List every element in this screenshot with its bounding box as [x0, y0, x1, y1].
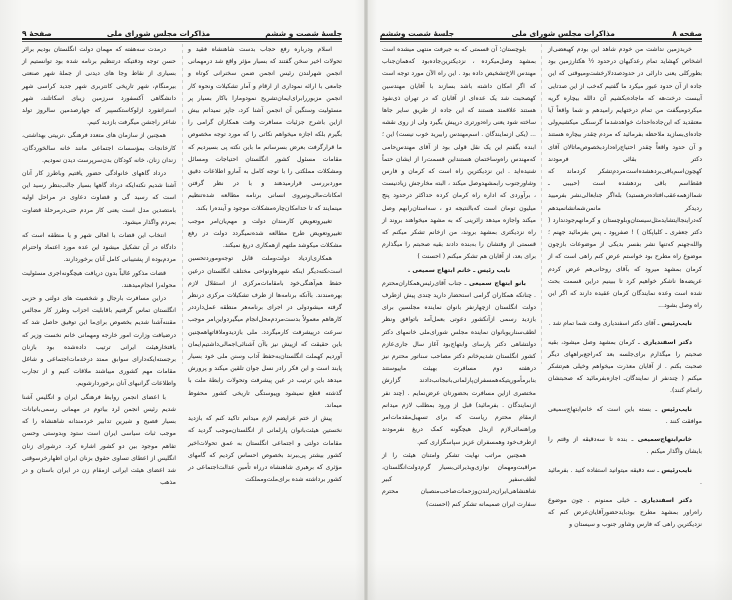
paragraph: همچنین از سازمان های متعدد فرهنگی ،تربیتی بهداشتی، کارخانجات بمؤسسات اجتماعی مانند خانه سالخوردگان، زندان زنان، خانه کودکان بدن‌سرپرست دیدن نمودیم.: [22, 132, 176, 164]
page-number: صفحه ۸: [672, 29, 702, 38]
paragraph: انتخاب این قضات با اهالی شهر و یا منطقه است که دادگاه در آن تشکیل میشود این عده مورد اعتماد واحترام مردم‌بوده از پشتیبانی کامل آنان برخوردارند.: [22, 232, 176, 264]
paragraph: با اعضای انجمن روابط فرهنگی ایران و انگلیس آشنا شدیم رئیس انجمن لرد بیاتوم در مهمانی رسمی‌بانیانات بسیار فصیح و شیرین تدابیر خردمندانه شاهنشاه را که موجب ثبات سیاسی ایران است ستود وبدوستی وحسن تفاهم موجود بین دو کشور اشاره کرد. درشورای زنان انگلیس از اعطای تساوی حقوق بزنان ایران اظهارخرسوقتی شد اعضای هیئت ایرانی ازمقام زن در ایران باستان و در مذهب: [22, 393, 176, 487]
publication-title: مذاکرات مجلس شورای ملی: [106, 29, 211, 38]
speaker-paragraph: دکتر اسفندیاری ـ کرمان بمشهد وصل میشود، بقیه صحبتم را میگذارم برای‌جلسه بعد که‌راجع‌براههای دیگر صحبت بکنم . از آقایان معذرت میخواهم وخیلی هم‌تشکر میکنم ( چندنفر از نمایندگان‌ـ اجازه‌بفرمائید که صحبتشان راتمام کنند).: [548, 338, 702, 395]
speaker-paragraph: نایب‌رئیس ـ سه دقیقه میتوانید استفاده کنید . بفرمائید .: [548, 466, 702, 486]
paragraph: تغییروتعویض کارمندان دولت و مهم‌یان‌امر موجب تغییروتعویض طرح مطالعه شده‌نمیگردد دولت در رفع مشکلات میکوشد ملتهم ازهمکاری دریغ نمیکند.: [188, 217, 342, 250]
page-header: [380, 24, 702, 38]
chair-announcement: نایب رئیس ـ خانم ابتهاج سمیعی .: [407, 266, 511, 274]
speaker-paragraph: دکتر اسفندیاری ـ خیلی ممنونم . چون موضوع راه‌راور بمشهد مطرح بودبایدحضورآقایان‌عرض کنم که نزدیکترین راهی که فارس وشاور جنوب و سیستان و: [548, 496, 702, 529]
publication-title: مذاکرات مجلس شورای ملی: [511, 29, 615, 38]
speaker-name: نایب‌رئیس: [661, 320, 692, 328]
column-left: [22, 44, 176, 490]
page-gutter: [364, 0, 368, 600]
header-rule-thin: [380, 41, 702, 42]
paragraph: پیش از ختم عرایضم لازم میدانم تاکید کنم که بازدید نخستین هیئت‌بانوان پارلمانی از انگلستان‌موجب گردید که مقامات دولتی و اجتماعی انگلستان به عمق تحولات‌اخیر کشور بیشتر پی‌ببرند بخصوص احساس کردیم که گامهای مؤثری که برهبری شاهنشاه درراه تأمین عدالت‌اجتماعی در کشور برداشته شده برای‌ملت‌ومملکت: [188, 415, 342, 484]
text-columns: [22, 44, 342, 490]
paragraph: درداد گاههای خانوادگی حضور یافتیم وباطرز کار آنان آشنا شدیم نکته‌ایکه درداد گاهها بسیار جالب‌بنظر رسید این است که رسید گی و قضاوت دعاوی در مراحل اولیه بامتصدین مدل است یعنی کار مردم حتی‌درمرحلهٔ قضاوت بمردم واگذار میشود.: [22, 170, 176, 226]
paragraph: اسلام ودرباره رفع حجاب بدست شاهنشاه فقید و تحولات اخیر سخن گفتند که بسیار مؤثر واقع شد درمهمانی انجمن شهرلندن رئیس انجمن ضمن سخنرانی کوتاه و جامعی با ارائه نموداری از ارقام و آمار تشکیلات ونحوه کار انجمن مزبوررابرای‌ایمان‌تشریح نمودومارا باکار بسیار پر مسئولیت وسنگین آن انجمن آشنا کرد، جاپز نمیدانم بیش ازاین باشرح جزئیات مسافرت وقت همکاران گرامی را بگیرم بلکه اجازه میخواهم نکاتی را که مورد توجه مخصوص ما قرارگرفت بعرض بسرسانم ما باین نکته پی بسیردیم که مقامات مسئول کشور انگلستان احتیاجات ومسائل ومشکلات مملکتی را با توجه کامل به آمارو اطلاعات دقیق موردبررسی قرارمیدهند و با در نظر گرفتن امکانات‌مالی‌ونیروی انسانی برنامه مطالعه شده‌تنظیم مینمایند که تا حدامکان‌چاره‌مشکلات موجود و آینده‌را بکند.: [188, 46, 342, 212]
page-header: [22, 24, 342, 38]
speaker-paragraph: خانم‌ابتهاج‌سمیعی ـ بنده تا سه‌دقیقه از وقتم را بایشان واگذار میکنم .: [548, 436, 702, 456]
column-right: [188, 44, 342, 490]
speaker-name: بانو ابتهاج سمیعی: [469, 279, 526, 287]
column-right: [548, 44, 702, 533]
paragraph: همچنین مراتب نهایت تشکر وامتنان هیئت را از مراقبت‌ومهمان نوازی‌ویذیرائی‌بسیار گرم‌دولت‌انگلستان، لطف‌سفیر کبیر شاهنشاهی‌ایران‌درلندن‌وزحمات‌صاحب‌منصبان محترم سفارت ایران صمیمانه تشکر کنم (احسنت): [382, 451, 536, 508]
paragraph: بلوچستان؛ آن قسمتی که به جیرفت منتهی میشده است بمشهد وصل‌میکرده ، نزدیکترین‌جاده‌بود که‌همان‌جناب مهندس الاخ‌تشخیص داده بود . این راه الآن مورد توجه است که اگر امکان داشته باشد بسازند با آقایان مهندسین کهصحبت شد یک عده‌ای از آقایان که در تهران ذی‌نفوذ هستند علاقمند هستند که این جاده از طریق سایر جاها ساخته شود یعنی راه‌دورتری درپیش بگیرد ولی از روی نقشه ... (یکی ازنمایندگان . اسم‌مهندس رابیرید خوب نیست) این ؛ ابنده بگفتم این یک نقل قولی بود از آقای مهندس‌حامی که‌مهندس راه‌وساختمان هستند‌این قسمت‌را از ایشان حتماً شنیده‌اید . این نزدیکترین راه است که کرمان و فارس وشاورجنوب رابمشهد‌وصل میکند ، البته مخارجش زیادنیست ، برآوردی که اداره راه کرمان کرده حداکثر درحدود پنج میلیون تومان است که‌بالنتیجه دو ، سه‌استان‌رابهم وصل میکند واجازه میدهد زائرینی که به مشهد میخواهند بروند از راه نزدیکتری بمشهد بروند، من ازخانم تشکر میکنم که قسمتی از وقتشان را به‌بنده دادند بقیه صحبتم را میگذارم برای بعد، از آقایان هم تشکر میکنم ( احسنت ): [382, 46, 536, 261]
header-rule: [22, 38, 342, 40]
session-title: جلسهٔ شصت و ششم: [265, 29, 342, 38]
paragraph: درمدت سه‌هفته که مهمان دولت انگلستان بودیم برائر حسن توجه ودقتیکه درتنظیم برنامه شده بود توانستیم از بسیاری از نقاط وجا های دیدنی از جملهٔ شهر صنعتی بیرمنگام، شهر تاریخی کانتربری شهر جدید کراسی شهر دانشگاهی آکسفورد سرزمین زیبای اسکاتلند، شهر استراتفورد ازلوکاستکسپیر که جهارصدمین سالروز تولد شاعر راجشن میگرفت بازدید کنیم.: [22, 46, 176, 127]
paragraph: قضات مذکور غالباً بدون دریافت هیچگونه‌اجری مسئولیت محوله‌را انجام‌میدهند.: [22, 269, 176, 289]
page-8: [366, 0, 732, 600]
column-left: [382, 44, 536, 533]
paragraph: دراین مسافرت بارجال و شخصیت های دولتی و حزبی انگلستان تماس گرفتیم باقابلیت احزاب وطرز کار مجالس مقننه‌آشنا شدیم بخصوص برای‌ما این توفیق حاصل شد که درضیافت وزارت امور خارجه ومهمانی خانم نخست وزیر که بافتخارهیئت ایرانی ترتیب داده‌شده بود بازنان برجسته‌ایکه‌دارای سوابق ممتد درخدمات‌اجتماعی و شاغل مقامات مهم کشوری میباشند ملاقات کنیم و از تجارب واطلاعات گرانبهای آنان برخوردارشویم.: [22, 295, 176, 388]
paragraph: همکاری‌ازدیاد دولت‌وملت قابل توجه‌وموردتحسین است‌نکته‌دیگر اینکه شهرها‌ونواحی مختلف انگلستان درعین حفظ هم‌آهنگی‌خود بامقامات‌مرکزی از استقلال لازم بهره‌مندند. باآنکه برنامه‌ها از طرف تشکیلات مرکزی درنظر گرفته میشودولی در اجرای برنامه‌هر منطقه عمل‌دارددر کارهاهم معمولاً بدست‌مردم‌محل‌انجام میگیرد‌واین‌امر موجب سرعت درپیشرفت کارمیگردد. ملی بازدیدوملاقاتهاهمچنین باین حقیقت که ازپیش نیز باآن آشنائی‌اجمالی‌داشتیم‌ایمان آوردیم کهملت انگلستان‌به‌حفظ آداب وسنن ملی خود بسیار پابند است و این فکر رادر نسل جوان تلقین میکند و پرورش میدهد باین ترتیب در عین پیشرفت وتحولات رابطهٔ ملت با گذشته قطع نمیشود وپیوستگی تاریخی کشور محفوظ میماند.: [188, 255, 342, 409]
speaker-paragraph: نایب‌رئیس ـ آقای دکتر اسفندیاری وقت شما تمام شد .: [548, 320, 692, 328]
text-columns: [380, 44, 702, 533]
speaker-paragraph: بانو ابتهاج سمیعی ـ جناب آقای‌رئیس‌همکاران‌محترم . چنانکه همکاران گرامی استحضار دارید چندی پیش ازطرف دولت انگلستان ازچهارنفر بانوان نماینده مجلسین برای بازدید رسمی ازآنکشور دعوتی بعمل‌آمد باتوافق ونظر لطف‌سناریوبانوان نماینده مجلس شورای‌ملی خانمهای دکتر دولتشاهی دکتر پارسای وابتهاج‌بود آغاز سال جاری‌عازم کشور انگلستان شدیم‌خانم دکتر مصاحب سناتور محترم نیز درهفته دوم مسافرت بهیئت ماپیوستند بنابرمأموریتیکه‌همسفران‌پارلمانی‌بانبجانب‌دادند گزارش مختصری ازاین مسافرت بحضورتان عرض‌نمایم . (چند نفر ازنمایندگان . بفرمائید) قبل از ورود بمطلب لازم میدانم ازمقام محترم ریاست که برای تسهیل‌مقدمات‌امر وراهنمائی‌لازم ازبذل هیچگونه کمک دریغ نفرمودند ازطرف‌خود وهمسفران عزیز سپاسگزاری کنم.: [382, 279, 536, 446]
session-title: جلسهٔ شصت وششم: [380, 29, 455, 38]
speaker-name: خانم‌ابتهاج‌سمیعی: [637, 436, 693, 444]
speaker-name: نایب‌رئیس: [661, 466, 692, 474]
paragraph: خریدزمین نداشت من خودم شاهد این بودم کهبعضی‌از اشخاص کهشاید تمام رعدکیهان درحدود ½ هکتارزمین بود بطورکلی یعنی دارائی در حدودصد‌دلار‌خشت‌ومیوقتی که این جاده از آن حدود عبور میکرد ما گفتیم که‌خب از این صدتایی آبیست درخت‌هه که ماجاده‌بکشیم آن دالله بیچاره گریه میکرد‌ومیگفت من تمام درختهایم رامیدهم و شما واقعاً آیا معتقدید که این‌جاده‌احداث خواهدشدما گرسنگی میکشیم‌ولی جاده‌ای‌بسازید ملاحظه بفرمائید که مردم چقدر بیچاره هستند و آن حدود واقعاً چقدر احتیاج‌راه‌دارد‌بخصوص‌ماتالان آقای دکتر بقائی فرمودند کهچون‌اسم‌باقی‌بردهشده‌است‌مردم‌تشکر کردماند که فقط‌اسم باقی بردهشده است (حبیبی ـ شمااز‌همه‌عقب‌افتاده‌تر‌هستید) بله‌اگر جنابعالی‌نشر بفرمیید ردیدکر مانمن‌شما‌نشانمیدهم که‌دراینجا‌ایتشاید‌مثل‌سیستان‌و‌بلوچستان و کرمانهم‌جودندارد ( دکتر جعفری ـ کلیاپکان ) ! صفرپود ـ پس بفرمائید جهنم ؛ والله‌جهنم که‌تنها نشر بفسر بدیکی از موضوعات بازچون موضوع راه مطرح بود خواستم عرض کنم راهی است که از کرمان بمشهد میرود که بآقای روحانی‌هم عرض کردم عریضه‌ها ناشکر خواهیم کرد تا ببینیم دراین قسمت بحث شده است وعده نمایندگان کرمان عقیده دارند که اگر این راه وصل بشود...: [548, 46, 702, 310]
speaker-paragraph: نایب‌رئیس ـ بسته باین است که خانم‌ابتهاج‌سمیعی موافقت کنند .: [548, 405, 702, 425]
speaker-name: دکتر اسفندیاری: [642, 338, 692, 346]
speaker-name: نایب‌رئیس: [661, 405, 693, 413]
header-rule-thin: [22, 41, 342, 42]
speaker-name: دکتر اسفندیاری: [641, 496, 692, 504]
header-rule: [380, 38, 702, 40]
page-number: صفحهٔ ۹: [22, 29, 52, 38]
